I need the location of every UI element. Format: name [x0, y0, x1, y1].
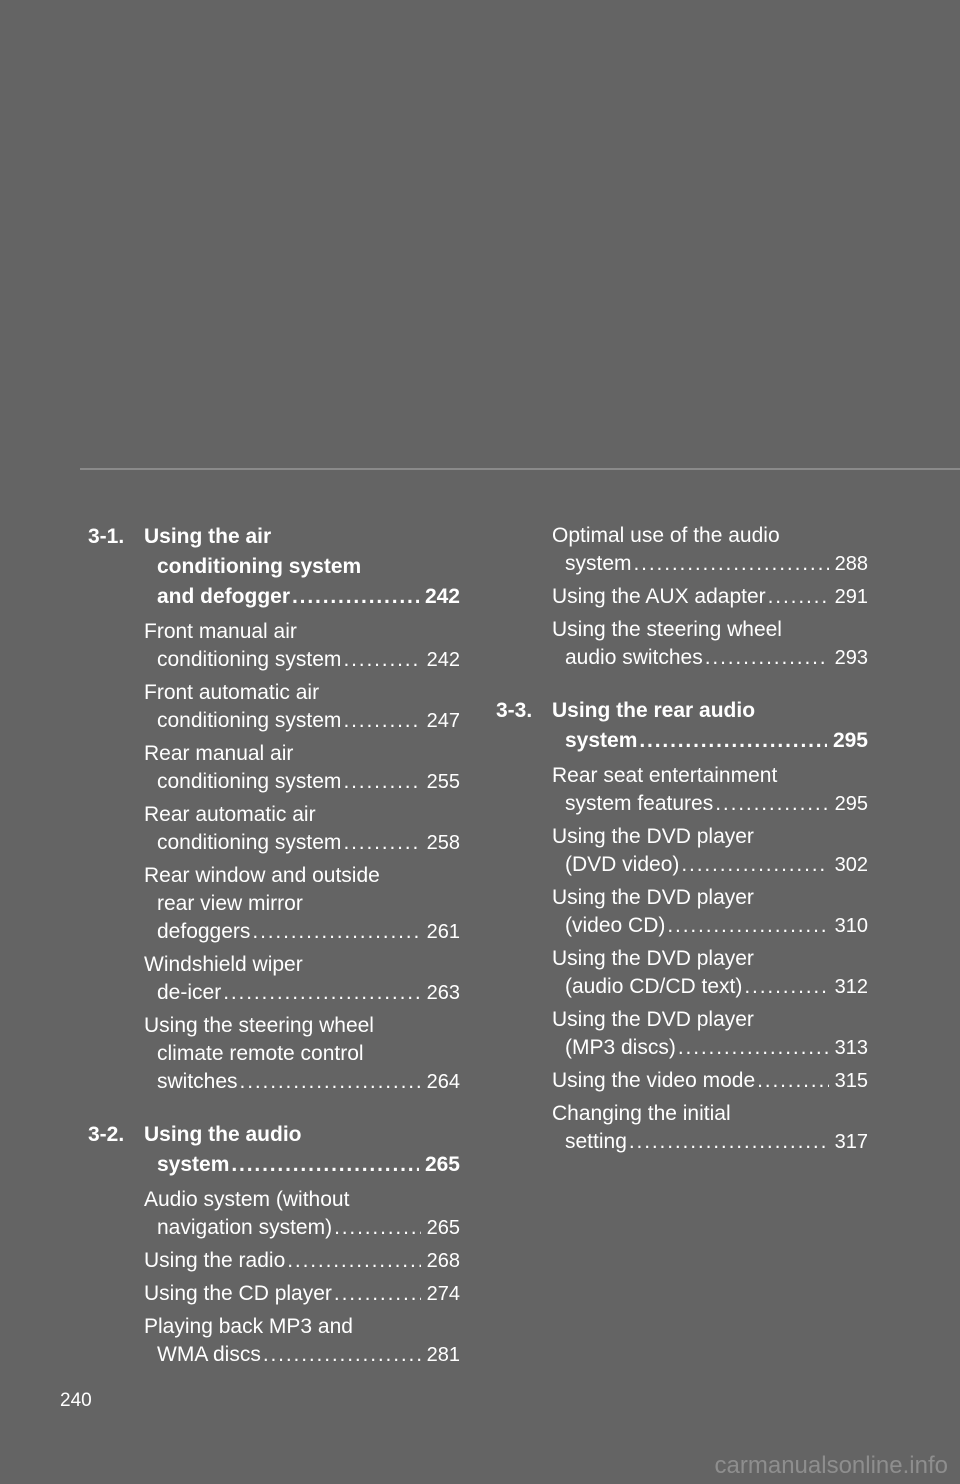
entry-text: conditioning system: [157, 648, 342, 671]
entry-leader: [552, 550, 868, 578]
page-ref[interactable]: 291: [834, 586, 868, 608]
entry-leader: [144, 1247, 460, 1275]
entry-text: Rear manual air: [144, 742, 294, 765]
dot-leader: [629, 1128, 829, 1156]
section-heading[interactable]: [496, 696, 868, 756]
toc-entry[interactable]: [88, 740, 460, 796]
dot-leader: [343, 707, 420, 735]
section-title-leader: [144, 1150, 460, 1180]
page-ref[interactable]: 247: [426, 710, 460, 732]
entry-text: Windshield wiper: [144, 953, 303, 976]
toc-entry[interactable]: [496, 1067, 868, 1095]
entry-text: Using the DVD player: [552, 825, 754, 848]
page-ref[interactable]: 255: [426, 771, 460, 793]
toc-entry[interactable]: [88, 801, 460, 857]
toc-entry[interactable]: [496, 583, 868, 611]
entry-leader: [144, 768, 460, 796]
section-title-text: conditioning system: [157, 555, 362, 578]
dot-leader: [223, 979, 420, 1007]
header-divider: [80, 468, 960, 470]
dot-leader: [634, 550, 829, 578]
entry-leader: [144, 918, 460, 946]
entry-leader: [552, 973, 868, 1001]
dot-leader: [334, 1214, 421, 1242]
section-title-text: Using the rear audio: [552, 699, 756, 722]
page-ref[interactable]: 302: [834, 854, 868, 876]
entry-text: Using the DVD player: [552, 1008, 754, 1031]
section-title-leader: [144, 582, 460, 612]
entry-text: audio switches: [565, 646, 703, 669]
page-ref[interactable]: 258: [426, 832, 460, 854]
dot-leader: [744, 973, 828, 1001]
page-ref[interactable]: 295: [834, 793, 868, 815]
page-ref[interactable]: 281: [426, 1344, 460, 1366]
entry-text: switches: [157, 1070, 238, 1093]
entry-text: Front automatic air: [144, 681, 320, 704]
entry-text: WMA discs: [157, 1343, 261, 1366]
toc-section: [496, 696, 868, 1156]
toc-entry[interactable]: [88, 1280, 460, 1308]
toc-entry[interactable]: [496, 1100, 868, 1156]
section-number: 3-1.: [88, 525, 125, 548]
entry-text: (DVD video): [565, 853, 680, 876]
section-title-text: Using the audio: [144, 1123, 302, 1146]
page-ref[interactable]: 264: [426, 1071, 460, 1093]
page-ref[interactable]: 310: [834, 915, 868, 937]
entry-leader: [552, 851, 868, 879]
entry-text: Using the DVD player: [552, 886, 754, 909]
dot-leader: [240, 1068, 421, 1096]
entry-text: setting: [565, 1130, 627, 1153]
toc-entry[interactable]: [88, 862, 460, 946]
entry-text: Optimal use of the audio: [552, 524, 780, 547]
toc-column-left: [88, 522, 460, 1393]
entry-leader: [144, 1341, 460, 1369]
toc-entry[interactable]: [88, 1012, 460, 1096]
page-ref[interactable]: 313: [834, 1037, 868, 1059]
toc-entry[interactable]: [496, 823, 868, 879]
page-ref[interactable]: 288: [834, 553, 868, 575]
entry-leader: [552, 1128, 868, 1156]
toc-entry[interactable]: [496, 616, 868, 672]
dot-leader: [263, 1341, 421, 1369]
entry-text: (video CD): [565, 914, 666, 937]
dot-leader: [757, 1067, 829, 1095]
entry-text: system: [565, 552, 632, 575]
page-ref[interactable]: 261: [426, 921, 460, 943]
toc-section: [88, 1120, 460, 1369]
section-number: 3-2.: [88, 1123, 125, 1146]
entry-text: climate remote control: [157, 1042, 364, 1065]
entry-leader: [552, 912, 868, 940]
entry-text: (audio CD/CD text): [565, 975, 743, 998]
dot-leader: [667, 912, 828, 940]
entry-text: navigation system): [157, 1216, 333, 1239]
entry-leader: [552, 583, 868, 611]
entry-text: Using the AUX adapter: [552, 585, 766, 608]
entry-text: conditioning system: [157, 709, 342, 732]
page-ref[interactable]: 242: [424, 585, 460, 608]
section-title-leader: [552, 726, 868, 756]
page-ref[interactable]: 317: [834, 1131, 868, 1153]
entry-leader: [144, 1068, 460, 1096]
dot-leader: [334, 1280, 421, 1308]
page-ref[interactable]: 312: [834, 976, 868, 998]
toc-entry[interactable]: [88, 618, 460, 674]
dot-leader: [343, 646, 420, 674]
section-heading[interactable]: [88, 1120, 460, 1180]
entry-leader: [552, 1034, 868, 1062]
page-ref[interactable]: 315: [834, 1070, 868, 1092]
entry-text: Using the DVD player: [552, 947, 754, 970]
toc-section-continued: [496, 522, 868, 672]
toc-section: [88, 522, 460, 1096]
entry-text: conditioning system: [157, 831, 342, 854]
toc-entry[interactable]: [496, 522, 868, 578]
toc-column-right: [496, 522, 868, 1180]
dot-leader: [705, 644, 829, 672]
entry-leader: [144, 829, 460, 857]
entry-text: Front manual air: [144, 620, 297, 643]
entry-leader: [144, 979, 460, 1007]
dot-leader: [252, 918, 420, 946]
entry-text: Rear seat entertainment: [552, 764, 778, 787]
dot-leader: [292, 582, 419, 612]
entry-text: Using the CD player: [144, 1282, 332, 1305]
dot-leader: [678, 1034, 829, 1062]
entry-leader: [144, 1214, 460, 1242]
section-title-text: Using the air: [144, 525, 272, 548]
entry-text: Changing the initial: [552, 1102, 731, 1125]
toc-entry[interactable]: [496, 945, 868, 1001]
dot-leader: [343, 768, 420, 796]
toc-entry[interactable]: [88, 679, 460, 735]
page-ref[interactable]: 293: [834, 647, 868, 669]
entry-leader: [552, 1067, 868, 1095]
page-ref[interactable]: 268: [426, 1250, 460, 1272]
entry-text: Rear automatic air: [144, 803, 316, 826]
page-number: 240: [60, 1390, 92, 1411]
entry-text: Using the steering wheel: [144, 1014, 374, 1037]
dot-leader: [231, 1150, 419, 1180]
toc-entry[interactable]: [88, 1313, 460, 1369]
toc-entry[interactable]: [496, 1006, 868, 1062]
section-title-text: and defogger: [157, 585, 291, 608]
entry-leader: [552, 644, 868, 672]
entry-leader: [144, 1280, 460, 1308]
page-ref[interactable]: 263: [426, 982, 460, 1004]
entry-text: Playing back MP3 and: [144, 1315, 353, 1338]
entry-leader: [144, 707, 460, 735]
section-title-text: system: [157, 1153, 230, 1176]
entry-text: de-icer: [157, 981, 222, 1004]
entry-text: Using the radio: [144, 1249, 286, 1272]
entry-text: rear view mirror: [157, 892, 303, 915]
dot-leader: [715, 790, 828, 818]
page-ref[interactable]: 265: [426, 1217, 460, 1239]
watermark-text: carmanualsonline.info: [714, 1452, 948, 1479]
section-number: 3-3.: [496, 699, 533, 722]
entry-leader: [552, 790, 868, 818]
entry-text: Audio system (without: [144, 1188, 350, 1211]
toc-entry[interactable]: [88, 1247, 460, 1275]
toc-entry[interactable]: [88, 1186, 460, 1242]
page-ref[interactable]: 242: [426, 649, 460, 671]
toc-entry[interactable]: [496, 762, 868, 818]
page-ref[interactable]: 265: [424, 1153, 460, 1176]
dot-leader: [681, 851, 828, 879]
dot-leader: [639, 726, 827, 756]
page-ref[interactable]: 274: [426, 1283, 460, 1305]
entry-text: Rear window and outside: [144, 864, 380, 887]
toc-entry[interactable]: [496, 884, 868, 940]
section-heading[interactable]: [88, 522, 460, 612]
entry-text: (MP3 discs): [565, 1036, 676, 1059]
entry-text: Using the video mode: [552, 1069, 756, 1092]
page-ref[interactable]: 295: [832, 729, 868, 752]
toc-entry[interactable]: [88, 951, 460, 1007]
dot-leader: [287, 1247, 420, 1275]
entry-text: Using the steering wheel: [552, 618, 782, 641]
entry-text: defoggers: [157, 920, 251, 943]
dot-leader: [343, 829, 420, 857]
entry-text: system features: [565, 792, 714, 815]
section-title-text: system: [565, 729, 638, 752]
entry-text: conditioning system: [157, 770, 342, 793]
entry-leader: [144, 646, 460, 674]
dot-leader: [768, 583, 829, 611]
